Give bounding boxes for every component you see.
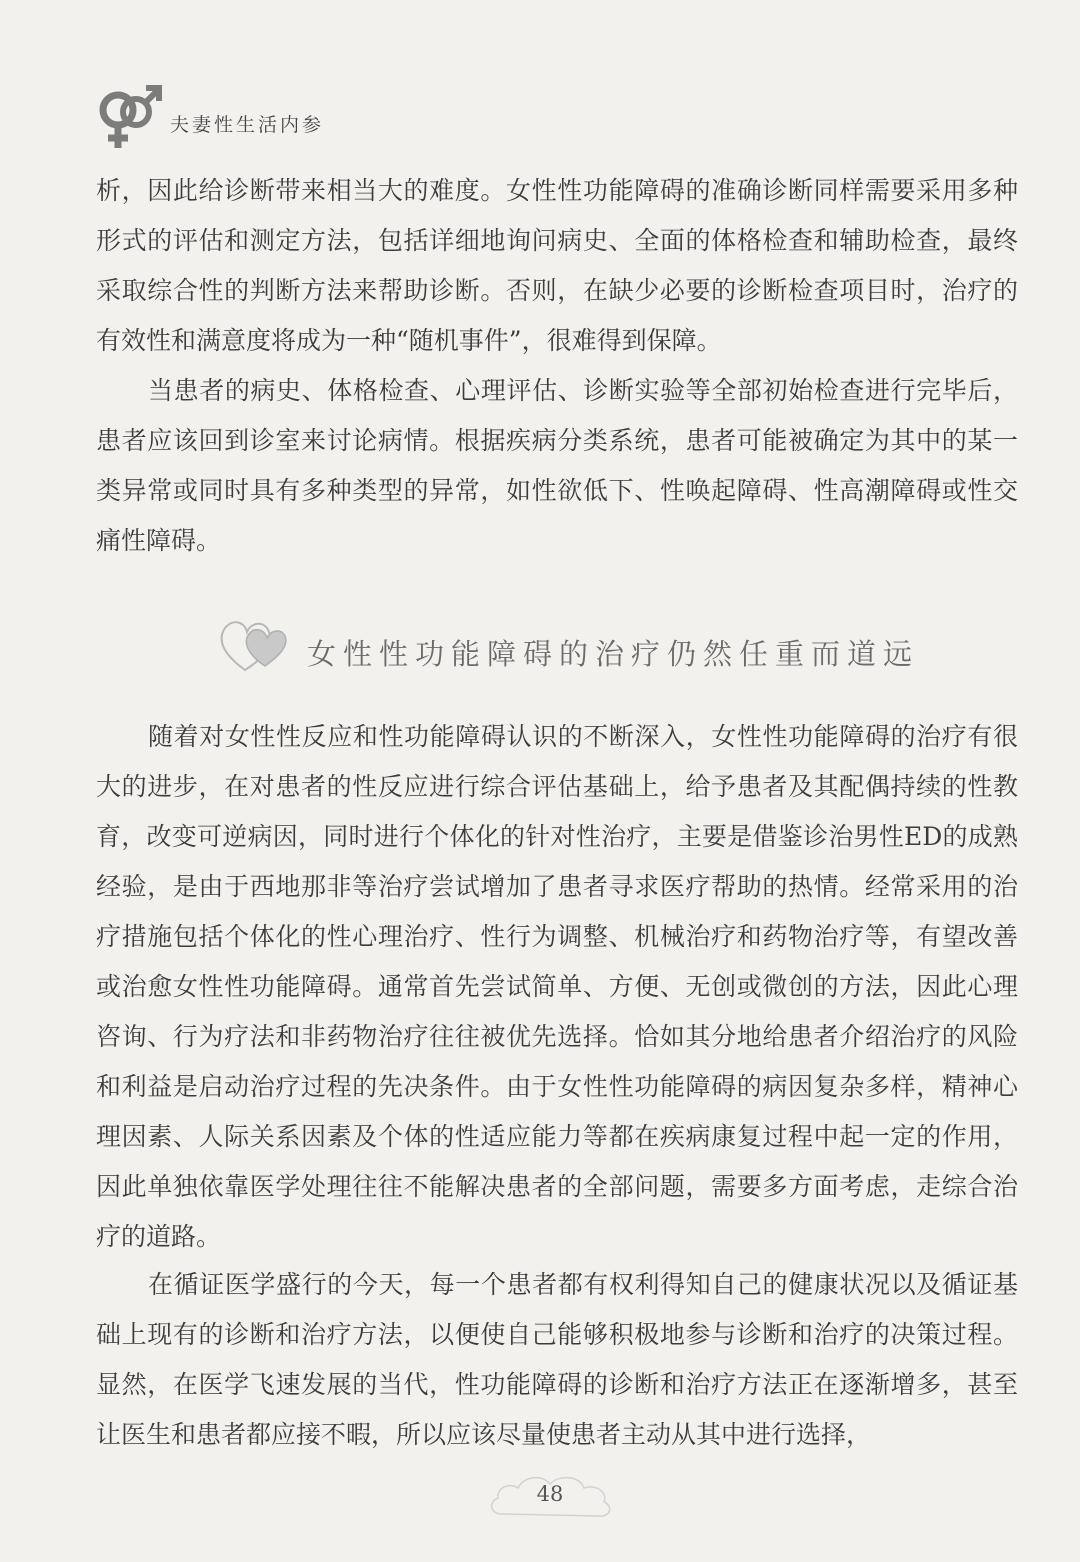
running-header <box>92 82 492 152</box>
section-heading <box>215 610 935 690</box>
hearts-icon <box>215 610 305 680</box>
paragraph-diagnosis-discussion: 当患者的病史、体格检查、心理评估、诊断实验等全部初始检查进行完毕后，患者应该回到诊室来讨论病情。根据疾病分类系统，患者可能被确定为其中的某一类异常或同时具有多种类型的异常，如性欲低下、性唤起障碍、性高潮障碍或性交痛性障碍。 <box>96 376 1018 555</box>
paragraph-evidence-based: 在循证医学盛行的今天，每一个患者都有权利得知自己的健康状况以及循证基础上现有的诊断和治疗方法，以便使自己能够积极地参与诊断和治疗的决策过程。显然，在医学飞速发展的当代，性功能障碍的诊断和治疗方法正在逐渐增多，甚至让医生和患者都应接不暇，所以应该尽量使患者主动从其中进行选择， <box>96 1270 1018 1449</box>
paragraph-treatment-progress: 随着对女性性反应和性功能障碍认识的不断深入，女性性功能障碍的治疗有很大的进步，在对患者的性反应进行综合评估基础上，给予患者及其配偶持续的性教育，改变可逆病因，同时进行个体化的针对性治疗，主要是借鉴诊治男性ED的成熟经验，是由于西地那非等治疗尝试增加了患者寻求医疗帮助的热情。经常采用的治疗措施包括个体化的性心理治疗、性行为调整、机械治疗和药物治疗等，有望改善或治愈女性性功能障碍。通常首先尝试简单、方便、无创或微创的方法，因此心理咨询、行为疗法和非药物治疗往往被优先选择。恰如其分地给患者介绍治疗的风险和利益是启动治疗过程的先决条件。由于女性性功能障碍的病因复杂多样，精神心理因素、人际关系因素及个体的性适应能力等都在疾病康复过程中起一定的作用，因此单独依靠医学处理往往不能解决患者的全部问题，需要多方面考虑，走综合治疗的道路。 <box>96 722 1018 1251</box>
page-number: 48 <box>536 1482 564 1506</box>
paragraph-continuation: 析，因此给诊断带来相当大的难度。女性性功能障碍的准确诊断同样需要采用多种形式的评估和测定方法，包括详细地询问病史、全面的体格检查和辅助检查，最终采取综合性的判断方法来帮助诊断。否则，在缺少必要的诊断检查项目时，治疗的有效性和满意度将成为一种“随机事件”，很难得到保障。 <box>96 176 1018 355</box>
gender-symbols-icon <box>92 82 168 154</box>
header-title: 夫妻性生活内参 <box>170 114 325 136</box>
page-footer <box>480 1468 620 1528</box>
section-title: 女性性功能障碍的治疗仍然任重而道远 <box>307 637 920 671</box>
